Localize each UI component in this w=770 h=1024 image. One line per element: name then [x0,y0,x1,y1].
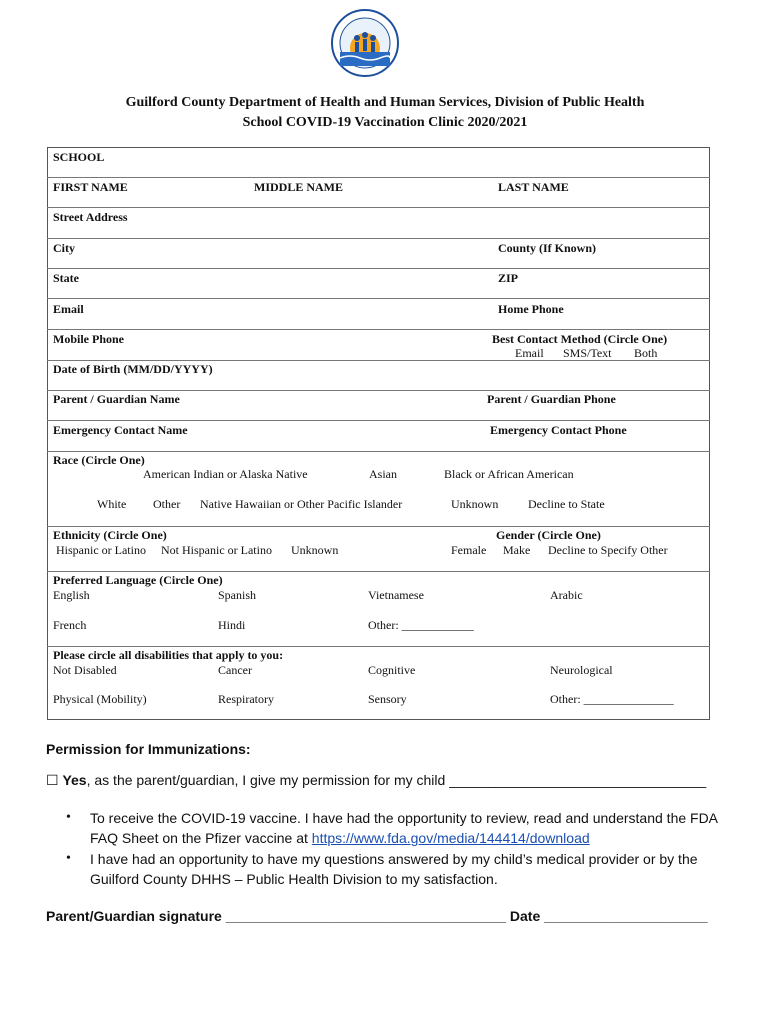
first-name-field[interactable]: FIRST NAME [53,180,128,194]
emergency-name-field[interactable]: Emergency Contact Name [53,423,188,437]
row-divider [47,526,710,527]
language-option[interactable]: Spanish [218,588,257,602]
row-divider [47,646,710,647]
bullet2-line2: Guilford County DHHS – Public Health Division to my satisfaction. [90,871,498,887]
state-field[interactable]: State [53,271,79,285]
email-field[interactable]: Email [53,302,84,316]
row-divider [47,390,710,391]
fda-faq-link[interactable]: https://www.fda.gov/media/144414/download [311,830,590,846]
gender-label: Gender (Circle One) [496,528,601,542]
row-divider [47,451,710,452]
city-field[interactable]: City [53,241,75,255]
contact-option-both[interactable]: Both [634,346,658,360]
ethnicity-label: Ethnicity (Circle One) [53,528,167,542]
guardian-name-field[interactable]: Parent / Guardian Name [53,392,180,406]
race-option[interactable]: Native Hawaiian or Other Pacific Islander [200,497,403,511]
race-option[interactable]: Decline to State [528,497,605,511]
gender-option[interactable]: Decline to Specify Other [548,543,668,557]
ethnicity-option[interactable]: Not Hispanic or Latino [161,543,272,557]
ethnicity-option[interactable]: Unknown [291,543,339,557]
best-contact-label: Best Contact Method (Circle One) [492,332,668,346]
guardian-phone-field[interactable]: Parent / Guardian Phone [487,392,616,406]
bullet-icon: • [66,810,71,825]
consent-text: , as the parent/guardian, I give my permission for my child _________________________________ [86,772,707,788]
disabilities-label: Please circle all disabilities that apply to you: [53,648,284,662]
race-option[interactable]: Black or African American [444,467,574,481]
zip-field[interactable]: ZIP [498,271,519,285]
consent-checkbox[interactable]: ☐ [46,772,59,788]
document-title-line2: School COVID-19 Vaccination Clinic 2020/2021 [242,115,528,130]
dob-field[interactable]: Date of Birth (MM/DD/YYYY) [53,362,213,376]
row-divider [47,298,710,299]
county-field[interactable]: County (If Known) [498,241,597,255]
row-divider [47,238,710,239]
language-option[interactable]: Vietnamese [368,588,424,602]
disability-option[interactable]: Not Disabled [53,663,117,677]
street-address-field[interactable]: Street Address [53,210,128,224]
disability-option[interactable]: Neurological [550,663,613,677]
row-divider [47,268,710,269]
language-label: Preferred Language (Circle One) [53,573,223,587]
consent-line [46,772,706,789]
language-option[interactable]: English [53,588,90,602]
disability-option[interactable]: Respiratory [218,692,274,706]
row-divider [47,571,710,572]
bullet2-line1: I have had an opportunity to have my questions answered by my child’s medical provider or by the [90,851,698,867]
bullet1-text: FAQ Sheet on the Pfizer vaccine at [90,830,312,846]
middle-name-field[interactable]: MIDDLE NAME [254,180,343,194]
gender-option[interactable]: Female [451,543,487,557]
disability-option[interactable]: Physical (Mobility) [53,692,147,706]
row-divider [47,329,710,330]
contact-option-sms[interactable]: SMS/Text [563,346,612,360]
bullet1-line2 [90,830,590,846]
mobile-phone-field[interactable]: Mobile Phone [53,332,124,346]
bullet-icon: • [66,851,71,866]
race-option[interactable]: Other [153,497,181,511]
signature-line[interactable]: Parent/Guardian signature ____________________________________ Date _____________________ [46,908,708,924]
guilford-county-seal-logo [330,8,400,78]
race-option[interactable]: American Indian or Alaska Native [143,467,308,481]
language-option[interactable]: Arabic [550,588,583,602]
disability-option[interactable]: Cancer [218,663,252,677]
row-divider [47,177,710,178]
disability-option[interactable]: Cognitive [368,663,416,677]
race-option[interactable]: Unknown [451,497,499,511]
language-other-field[interactable]: Other: ____________ [368,618,474,632]
language-option[interactable]: Hindi [218,618,246,632]
row-divider [47,207,710,208]
language-option[interactable]: French [53,618,87,632]
ethnicity-option[interactable]: Hispanic or Latino [56,543,146,557]
home-phone-field[interactable]: Home Phone [498,302,564,316]
consent-yes-label: Yes [62,772,87,788]
race-option[interactable]: White [97,497,127,511]
contact-option-email[interactable]: Email [515,346,544,360]
row-divider [47,420,710,421]
disability-other-field[interactable]: Other: _______________ [550,692,674,706]
emergency-phone-field[interactable]: Emergency Contact Phone [490,423,627,437]
document-title-line1: Guilford County Department of Health and Human Services, Division of Public Health [125,95,645,110]
bullet1-line1: To receive the COVID-19 vaccine. I have had the opportunity to review, read and understand the FDA [90,810,719,826]
last-name-field[interactable]: LAST NAME [498,180,569,194]
race-option[interactable]: Asian [369,467,397,481]
race-label: Race (Circle One) [53,453,145,467]
disability-option[interactable]: Sensory [368,692,407,706]
school-field[interactable]: SCHOOL [53,150,105,164]
gender-option[interactable]: Make [503,543,531,557]
permission-heading: Permission for Immunizations: [46,741,251,757]
